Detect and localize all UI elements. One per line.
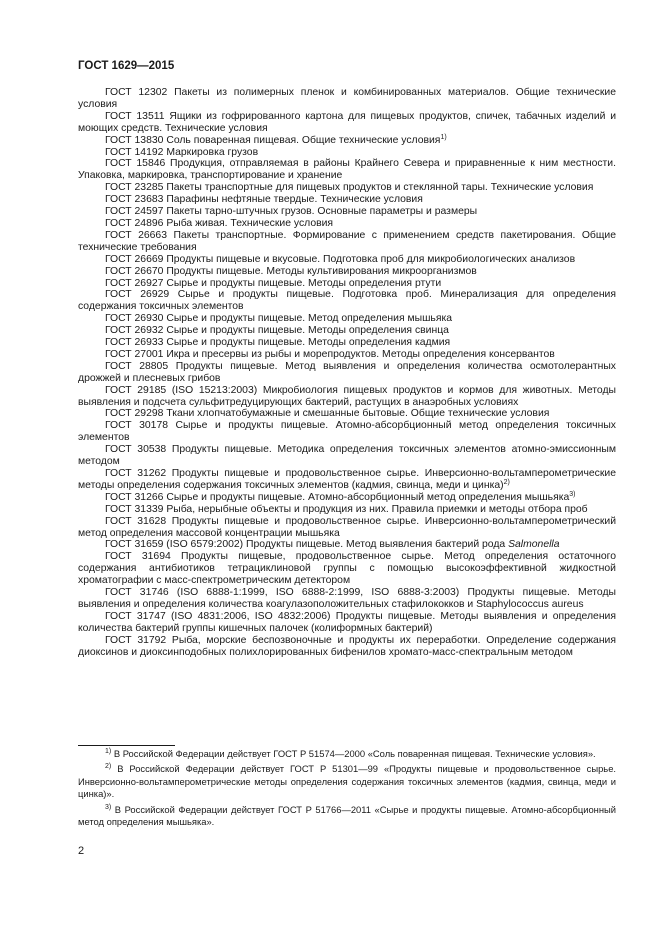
reference-title: Рыба, морские беспозвоночные и продукты их переработки. Определение содержания диоксинов и диоксинподобных полихлорированных бифенилов хромато-масс-спектральным методом [78,634,616,658]
reference-item [78,87,616,111]
reference-code: ГОСТ 31262 [105,468,167,479]
reference-code: ГОСТ 31746 (ISO 6888-1:1999, ISO 6888-2:1999, ISO 6888-3:2003) [105,587,460,599]
footnote-mark: 1) [105,748,112,755]
reference-code: ГОСТ 23683 [105,194,164,206]
footnote-text: В Российской Федерации действует ГОСТ Р 51301—99 «Продукты пищевые и продовольственное сырье. Инверсионно-вольтамперометрические методы определения содержания токсичных элементов (кадмия, свинца, меди и цинка)». [78,763,617,800]
reference-code: ГОСТ 23285 [105,182,164,194]
reference-code: ГОСТ 24597 [105,206,164,218]
reference-code: ГОСТ 28805 [105,360,169,372]
footnote-marker: 3) [569,490,576,498]
reference-title: Продукты пищевые. Методы культивирования микроорганизмов [166,265,477,277]
reference-title: Икра и пресервы из рыбы и морепродуктов. Методы определения консервантов [166,348,555,360]
reference-item [78,408,616,420]
reference-item [78,278,616,290]
reference-code: ГОСТ 26927 [105,277,164,289]
reference-item [78,420,616,444]
reference-code: ГОСТ 27001 [105,348,164,360]
reference-title: Продукты пищевые. Метод выявления и определения количества осмотолерантных дрожжей и плесневых грибов [78,360,616,384]
reference-title: Сырье и продукты пищевые. Методы определения ртути [166,277,442,289]
reference-code: ГОСТ 26670 [105,265,164,277]
reference-title: Сырье и продукты пищевые. Методы определения кадмия [166,337,451,349]
reference-item [78,551,616,587]
reference-code: ГОСТ 24896 [105,217,164,229]
reference-title: Продукты пищевые. Методы выявления и определения количества коагулазоположительных стафилококков и Staphylococcus aureus [78,587,616,610]
reference-item [78,587,616,611]
reference-item [78,158,616,182]
reference-code: ГОСТ 26933 [105,337,164,349]
reference-item [78,147,616,159]
reference-code: ГОСТ 14192 [105,146,164,158]
footnote-marker: 2) [503,478,510,486]
footnote-text: В Российской Федерации действует ГОСТ Р 51574—2000 «Соль поваренная пищевая. Технические условия». [113,748,596,759]
reference-code: ГОСТ 26669 [105,253,164,265]
reference-item [78,313,616,325]
reference-item [78,230,616,254]
reference-item [78,337,616,349]
reference-item [78,468,616,492]
reference-code: ГОСТ 31339 [105,503,164,515]
footnotes [78,748,616,831]
reference-code: ГОСТ 26663 [105,229,167,241]
reference-code: ГОСТ 13511 [105,110,165,122]
normative-references-list [78,87,616,659]
reference-title: Сырье и продукты пищевые. Подготовка проб. Минерализация для определения содержания токсичных элементов [78,289,616,313]
reference-code: ГОСТ 31792 [105,634,167,646]
reference-title: Пакеты транспортные. Формирование с применением средств пакетирования. Общие технические требования [78,229,616,253]
reference-title: Пакеты из полимерных пленок и комбинированных материалов. Общие технические условия [78,87,616,110]
reference-item [78,611,616,635]
reference-code: ГОСТ 30538 [105,444,167,456]
reference-item [78,325,616,337]
page-number: 2 [78,845,85,857]
reference-title: Сырье и продукты пищевые. Атомно-абсорбционный метод определения мышьяка [166,491,570,503]
reference-code: ГОСТ 12302 [105,87,168,98]
reference-title: Рыба живая. Технические условия [166,217,334,229]
reference-item [78,254,616,266]
reference-code: ГОСТ 31266 [105,491,164,503]
reference-title: Пакеты тарно-штучных грузов. Основные параметры и размеры [166,206,478,218]
reference-title: Рыба, нерыбные объекты и продукция из них. Правила приемки и методы отбора проб [166,503,588,515]
footnote-item [78,804,616,829]
footnote-text: В Российской Федерации действует ГОСТ Р 51766—2011 «Сырье и продукты пищевые. Атомно-абсорбционный метод определения мышьяка». [78,803,616,828]
reference-item [78,218,616,230]
reference-title: Продукты пищевые, продовольственное сырье. Метод определения остаточного содержания антибиотиков тетрациклиновой группы с помощью высокоэффективной жидкостной хроматографии с масс-спектрометрическим детектором [78,551,616,587]
reference-item [78,361,616,385]
reference-code: ГОСТ 15846 [105,158,166,170]
footnote-item [78,763,616,800]
reference-item [78,492,616,504]
footnote-mark: 3) [105,803,112,811]
reference-title: Продукты пищевые и продовольственное сырье. Инверсионно-вольтамперометрический метод определения массовой концентрации мышьяка [78,515,617,539]
reference-code: ГОСТ 31694 [105,551,171,563]
footnote-separator [78,745,175,746]
reference-code: ГОСТ 31747 (ISO 4831:2006, ISO 4832:2006) [105,610,331,622]
reference-title: Парафины нефтяные твердые. Технические условия [166,194,423,206]
reference-title: Сырье и продукты пищевые. Метод определения мышьяка [166,313,453,325]
document-header: ГОСТ 1629—2015 [78,60,175,72]
footnote-mark: 2) [105,763,112,771]
reference-title: Продукция, отправляемая в районы Крайнего Севера и приравненные к ним местности. Упаковка, маркировка, транспортирование и хранение [78,158,616,182]
reference-title: Продукты пищевые. Методика определения токсичных элементов атомно-эмиссионным методом [78,444,616,468]
reference-item [78,504,616,516]
reference-title: Сырье и продукты пищевые. Методы определения свинца [166,325,449,337]
footnote-item [78,748,616,760]
reference-code: ГОСТ 26932 [105,325,164,337]
reference-item [78,516,616,540]
reference-code: ГОСТ 13830 [105,134,164,146]
reference-item [78,635,616,659]
reference-title: Маркировка грузов [166,146,259,158]
reference-title: Продукты пищевые. Методы выявления и определения количества бактерий группы кишечных палочек (колиформных бактерий) [78,610,616,634]
reference-item [78,385,616,409]
footnote-marker: 1) [440,133,447,141]
reference-code: ГОСТ 26929 [105,289,170,301]
reference-item [78,266,616,278]
reference-item [78,289,616,313]
reference-title: Сырье и продукты пищевые. Атомно-абсорбционный метод определения токсичных элементов [78,420,616,444]
reference-title: Продукты пищевые. Метод выявления бактерий рода [246,539,506,551]
reference-title: Микробиология пищевых продуктов и кормов для животных. Методы выявления и подсчета сульфитредуцирующих бактерий, растущих в анаэробных условиях [78,384,617,408]
reference-code: ГОСТ 31628 [105,515,167,527]
reference-item [78,539,616,551]
reference-item [78,444,616,468]
reference-title: Ткани хлопчатобумажные и смешанные бытовые. Общие технические условия [166,408,550,420]
reference-item [78,135,616,147]
reference-title: Продукты пищевые и продовольственное сырье. Инверсионно-вольтамперометрические методы определения содержания токсичных элементов (кадмия, свинца, меди и цинка) [78,468,616,491]
reference-title: Продукты пищевые и вкусовые. Подготовка проб для микробиологических анализов [166,253,576,265]
reference-code: ГОСТ 26930 [105,313,164,325]
reference-title: Соль поваренная пищевая. Общие технические условия [166,134,441,146]
reference-item [78,206,616,218]
reference-title: Пакеты транспортные для пищевых продуктов и стеклянной тары. Технические условия [166,182,594,194]
reference-italic-term: Salmonella [508,539,560,551]
reference-title: Ящики из гофрированного картона для пищевых продуктов, спичек, табачных изделий и моющих средств. Технические условия [78,110,617,134]
reference-item [78,111,616,135]
reference-item [78,349,616,361]
reference-code: ГОСТ 29298 [105,408,164,420]
reference-item [78,194,616,206]
reference-item [78,182,616,194]
reference-code: ГОСТ 29185 (ISO 15213:2003) [105,384,258,396]
reference-code: ГОСТ 30178 [105,420,169,432]
reference-code: ГОСТ 31659 (ISO 6579:2002) [105,539,244,551]
